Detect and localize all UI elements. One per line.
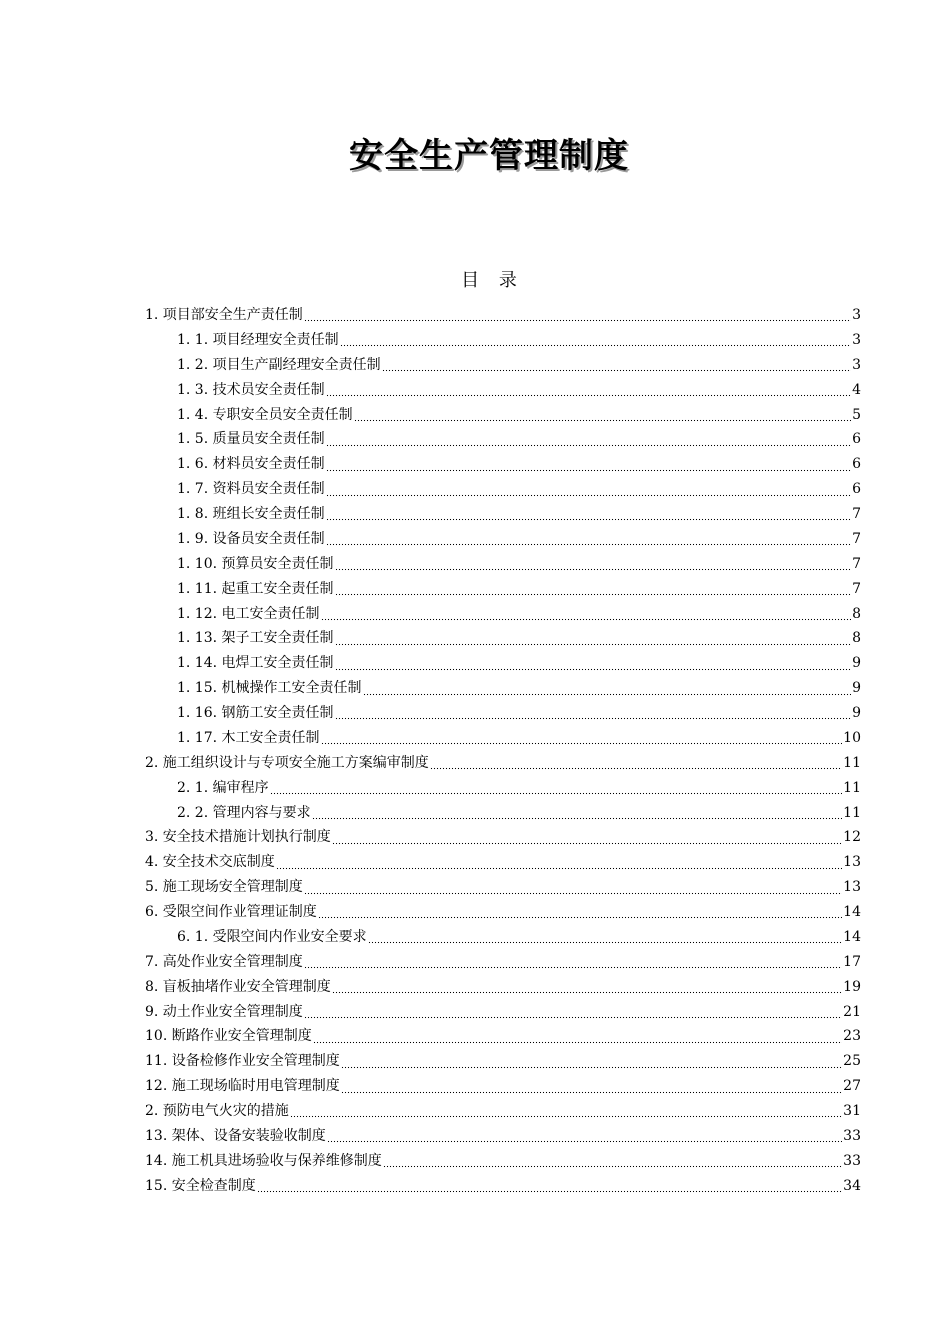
toc-entry-label: 15. 安全检查制度 <box>145 1177 256 1194</box>
toc-entry-label: 1. 3. 技术员安全责任制 <box>177 381 325 398</box>
toc-entry-page-number: 9 <box>852 705 861 721</box>
toc-entry-page-number: 12 <box>843 829 861 846</box>
toc-heading: 目 录 <box>461 270 517 291</box>
toc-dot-leader <box>312 806 843 820</box>
toc-dot-leader <box>326 433 851 447</box>
toc-entry-label: 1. 17. 木工安全责任制 <box>177 729 320 746</box>
toc-entry-page-number: 3 <box>852 356 861 373</box>
toc-entry-label: 1. 6. 材料员安全责任制 <box>177 456 325 473</box>
toc-entry-label: 5. 施工现场安全管理制度 <box>145 879 303 896</box>
toc-entry[interactable] <box>145 1174 861 1199</box>
toc-entry-label: 1. 9. 设备员安全责任制 <box>177 530 325 547</box>
toc-entry[interactable] <box>145 403 861 428</box>
toc-entry[interactable] <box>145 502 861 527</box>
toc-entry-page-number: 11 <box>843 804 861 821</box>
toc-dot-leader <box>304 881 842 895</box>
toc-entry-label: 1. 10. 预算员安全责任制 <box>177 555 334 572</box>
toc-entry-page-number: 33 <box>843 1127 861 1144</box>
toc-dot-leader <box>335 706 852 720</box>
toc-dot-leader <box>326 483 851 497</box>
toc-entry[interactable] <box>145 1099 861 1124</box>
toc-entry[interactable] <box>145 726 861 751</box>
toc-entry[interactable] <box>145 427 861 452</box>
table-of-contents <box>145 303 861 1199</box>
toc-entry-label: 9. 动土作业安全管理制度 <box>145 1003 303 1020</box>
toc-dot-leader <box>326 383 851 397</box>
toc-entry-label: 1. 项目部安全生产责任制 <box>145 307 303 323</box>
toc-entry-page-number: 11 <box>843 779 861 796</box>
toc-entry[interactable] <box>145 1149 861 1174</box>
toc-entry-page-number: 19 <box>843 978 861 995</box>
toc-entry[interactable] <box>145 1024 861 1049</box>
toc-entry-page-number: 8 <box>852 605 861 622</box>
toc-dot-leader <box>290 1104 842 1118</box>
toc-dot-leader <box>332 980 842 994</box>
toc-dot-leader <box>382 358 851 372</box>
toc-entry-label: 10. 断路作业安全管理制度 <box>145 1028 312 1045</box>
toc-entry-page-number: 9 <box>852 655 861 672</box>
document-title: 安全生产管理制度 <box>349 136 629 176</box>
toc-dot-leader <box>326 507 851 521</box>
toc-dot-leader <box>335 632 852 646</box>
toc-dot-leader <box>321 731 843 745</box>
toc-entry-page-number: 25 <box>843 1053 861 1070</box>
toc-entry-page-number: 17 <box>843 953 861 970</box>
toc-entry-label: 1. 2. 项目生产副经理安全责任制 <box>177 356 381 373</box>
toc-entry[interactable] <box>145 751 861 776</box>
toc-entry-label: 1. 7. 资料员安全责任制 <box>177 481 325 498</box>
toc-entry-label: 1. 13. 架子工安全责任制 <box>177 630 334 647</box>
toc-entry[interactable] <box>145 452 861 477</box>
toc-entry-label: 6. 受限空间作业管理证制度 <box>145 904 317 920</box>
toc-entry[interactable] <box>145 626 861 651</box>
toc-dot-leader <box>335 557 852 571</box>
toc-entry[interactable] <box>145 776 861 801</box>
toc-entry-page-number: 6 <box>852 481 861 498</box>
toc-entry[interactable] <box>145 651 861 676</box>
toc-entry[interactable] <box>145 552 861 577</box>
toc-dot-leader <box>335 657 852 671</box>
toc-entry[interactable] <box>145 1049 861 1074</box>
toc-entry-page-number: 6 <box>852 431 861 448</box>
toc-dot-leader <box>341 1055 842 1069</box>
toc-entry[interactable] <box>145 477 861 502</box>
toc-entry-label: 3. 安全技术措施计划执行制度 <box>145 829 331 846</box>
toc-entry-page-number: 27 <box>843 1078 861 1095</box>
toc-entry-page-number: 13 <box>843 854 861 871</box>
toc-entry[interactable] <box>145 1074 861 1099</box>
toc-entry-label: 2. 1. 编审程序 <box>177 779 269 796</box>
toc-entry-label: 1. 5. 质量员安全责任制 <box>177 431 325 448</box>
toc-entry-page-number: 5 <box>852 406 861 423</box>
toc-entry-page-number: 14 <box>843 928 861 945</box>
toc-entry-page-number: 3 <box>852 307 861 323</box>
toc-entry-label: 11. 设备检修作业安全管理制度 <box>145 1053 340 1070</box>
toc-entry[interactable] <box>145 950 861 975</box>
toc-dot-leader <box>318 905 842 919</box>
toc-entry-label: 6. 1. 受限空间内作业安全要求 <box>177 928 367 945</box>
toc-dot-leader <box>276 856 842 870</box>
toc-dot-leader <box>430 756 842 770</box>
toc-entry-label: 8. 盲板抽堵作业安全管理制度 <box>145 978 331 995</box>
toc-entry-label: 12. 施工现场临时用电管理制度 <box>145 1078 340 1095</box>
toc-entry-label: 1. 16. 钢筋工安全责任制 <box>177 705 334 721</box>
toc-entry-label: 14. 施工机具进场验收与保养维修制度 <box>145 1152 382 1169</box>
toc-entry-page-number: 14 <box>843 904 861 920</box>
toc-dot-leader <box>304 308 851 322</box>
toc-entry[interactable] <box>145 975 861 1000</box>
toc-entry-page-number: 11 <box>843 754 861 771</box>
toc-dot-leader <box>363 682 852 696</box>
toc-entry-page-number: 7 <box>852 555 861 572</box>
toc-entry[interactable] <box>145 900 861 925</box>
toc-entry-page-number: 4 <box>852 381 861 398</box>
toc-dot-leader <box>304 955 842 969</box>
toc-entry-label: 1. 11. 起重工安全责任制 <box>177 580 334 597</box>
toc-entry[interactable] <box>145 676 861 701</box>
toc-entry[interactable] <box>145 701 861 726</box>
toc-entry-page-number: 7 <box>852 506 861 522</box>
toc-dot-leader <box>326 532 851 546</box>
toc-entry[interactable] <box>145 1000 861 1025</box>
toc-entry[interactable] <box>145 602 861 627</box>
toc-entry-label: 1. 12. 电工安全责任制 <box>177 605 320 622</box>
toc-entry-label: 2. 预防电气火灾的措施 <box>145 1103 289 1119</box>
toc-entry-page-number: 6 <box>852 456 861 473</box>
toc-dot-leader <box>321 607 852 621</box>
toc-entry-page-number: 8 <box>852 630 861 647</box>
toc-entry-page-number: 31 <box>843 1103 861 1119</box>
toc-entry-page-number: 33 <box>843 1152 861 1169</box>
toc-entry-label: 1. 4. 专职安全员安全责任制 <box>177 406 353 423</box>
toc-entry-label: 4. 安全技术交底制度 <box>145 854 275 871</box>
toc-dot-leader <box>335 582 852 596</box>
toc-entry-page-number: 21 <box>843 1003 861 1020</box>
toc-dot-leader <box>383 1154 842 1168</box>
toc-dot-leader <box>327 1129 842 1143</box>
toc-entry[interactable] <box>145 801 861 826</box>
toc-dot-leader <box>332 831 842 845</box>
toc-entry[interactable] <box>145 577 861 602</box>
toc-entry-label: 2. 施工组织设计与专项安全施工方案编审制度 <box>145 754 429 771</box>
toc-dot-leader <box>326 458 851 472</box>
toc-entry-label: 1. 15. 机械操作工安全责任制 <box>177 680 362 697</box>
toc-dot-leader <box>313 1030 842 1044</box>
toc-dot-leader <box>270 781 843 795</box>
toc-entry[interactable] <box>145 925 861 950</box>
toc-entry[interactable] <box>145 527 861 552</box>
toc-entry-page-number: 7 <box>852 580 861 597</box>
toc-entry-page-number: 34 <box>843 1177 861 1194</box>
toc-entry-page-number: 13 <box>843 879 861 896</box>
toc-entry-page-number: 7 <box>852 530 861 547</box>
toc-entry-label: 13. 架体、设备安装验收制度 <box>145 1127 326 1144</box>
toc-entry-page-number: 10 <box>843 729 861 746</box>
toc-dot-leader <box>341 1080 842 1094</box>
toc-entry[interactable] <box>145 303 861 328</box>
toc-entry[interactable] <box>145 875 861 900</box>
toc-entry-page-number: 23 <box>843 1028 861 1045</box>
toc-entry-label: 1. 8. 班组长安全责任制 <box>177 506 325 522</box>
toc-entry[interactable] <box>145 1124 861 1149</box>
toc-entry-label: 2. 2. 管理内容与要求 <box>177 804 311 821</box>
toc-dot-leader <box>368 930 843 944</box>
toc-dot-leader <box>354 408 851 422</box>
toc-entry[interactable] <box>145 850 861 875</box>
toc-entry-page-number: 9 <box>852 680 861 697</box>
toc-entry[interactable] <box>145 378 861 403</box>
toc-entry-label: 1. 14. 电焊工安全责任制 <box>177 655 334 672</box>
toc-dot-leader <box>257 1179 842 1193</box>
toc-entry[interactable] <box>145 825 861 850</box>
toc-entry[interactable] <box>145 328 861 353</box>
toc-entry[interactable] <box>145 353 861 378</box>
toc-dot-leader <box>340 333 851 347</box>
toc-entry-label: 1. 1. 项目经理安全责任制 <box>177 331 339 348</box>
toc-dot-leader <box>304 1005 842 1019</box>
toc-entry-label: 7. 高处作业安全管理制度 <box>145 953 303 970</box>
toc-entry-page-number: 3 <box>852 331 861 348</box>
